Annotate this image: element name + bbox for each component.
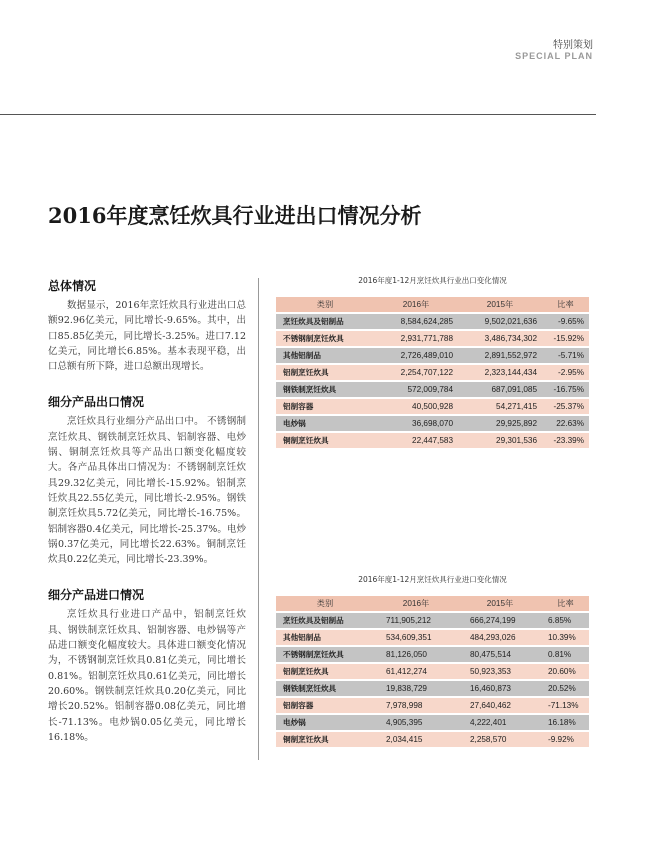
section-overall [48,278,246,374]
table-row [276,663,589,680]
article-title: 2016年度烹饪炊具行业进出口情况分析 [48,203,422,229]
import-table-block [276,574,589,747]
ratio-cell: 10.39% [542,629,589,646]
value-cell: 2,258,570 [458,731,542,747]
table-header-row [276,596,589,612]
category-cell: 铜制烹饪炊具 [276,731,374,747]
ratio-cell: 6.85% [542,612,589,629]
category-cell: 不锈钢制烹饪炊具 [276,646,374,663]
value-cell: 687,091,085 [458,381,542,398]
value-cell: 16,460,873 [458,680,542,697]
ratio-cell: -25.37% [542,398,589,415]
value-cell: 80,475,514 [458,646,542,663]
table-row [276,646,589,663]
value-cell: 2,034,415 [374,731,458,747]
import-table [276,596,589,747]
value-cell: 484,293,026 [458,629,542,646]
ratio-cell: 20.52% [542,680,589,697]
value-cell: 4,905,395 [374,714,458,731]
column-header: 比率 [542,297,589,313]
ratio-cell: 22.63% [542,415,589,432]
column-divider [258,278,259,760]
value-cell: 4,222,401 [458,714,542,731]
category-cell: 铝制烹饪炊具 [276,663,374,680]
category-cell: 铜制烹饪炊具 [276,432,374,448]
value-cell: 27,640,462 [458,697,542,714]
article-body [48,278,246,765]
ratio-cell: 0.81% [542,646,589,663]
value-cell: 2,726,489,010 [374,347,458,364]
section-export [48,394,246,567]
category-cell: 烹饪炊具及铝制品 [276,313,374,330]
ratio-cell: -15.92% [542,330,589,347]
category-cell: 钢铁制烹饪炊具 [276,680,374,697]
value-cell: 2,931,771,788 [374,330,458,347]
value-cell: 2,323,144,434 [458,364,542,381]
value-cell: 2,254,707,122 [374,364,458,381]
column-header: 2016年 [374,297,458,313]
section-paragraph: 烹饪炊具行业细分产品出口中。 不锈钢制烹饪炊具、钢铁制烹饪炊具、铝制容器、电炒锅、铜制烹饪炊具等产品出口额变化幅度较大。各产品具体出口情况为：不锈钢制烹饪炊具29.32亿美元，同比增长-15.92%。铝制烹饪炊具22.55亿美元，同比增长-2.95%。钢铁制烹饪炊具5.72亿美元，同比增长-16.75%。铝制容器0.4亿美元，同比增长-25.37%。电炒锅0.37亿美元，同比增长22.63%。铜制烹饪炊具0.22亿美元，同比增长-23.39%。 [48,416,246,566]
value-cell: 54,271,415 [458,398,542,415]
table-row [276,714,589,731]
export-table-block [276,275,589,448]
value-cell: 50,923,353 [458,663,542,680]
ratio-cell: -9.92% [542,731,589,747]
ratio-cell: -23.39% [542,432,589,448]
value-cell: 61,412,274 [374,663,458,680]
column-header: 2015年 [458,297,542,313]
column-header: 类别 [276,596,374,612]
value-cell: 81,126,050 [374,646,458,663]
table-row [276,680,589,697]
value-cell: 3,486,734,302 [458,330,542,347]
column-header: 2015年 [458,596,542,612]
table-caption: 2016年度1-12月烹饪炊具行业出口变化情况 [358,276,507,285]
header-divider [0,114,596,115]
category-cell: 电炒锅 [276,714,374,731]
table-header-row [276,297,589,313]
ratio-cell: -9.65% [542,313,589,330]
section-label: 特别策划 [553,40,593,51]
section-heading: 总体情况 [48,279,97,293]
category-cell: 烹饪炊具及铝制品 [276,612,374,629]
value-cell: 40,500,928 [374,398,458,415]
value-cell: 29,925,892 [458,415,542,432]
column-header: 2016年 [374,596,458,612]
category-cell: 铝制容器 [276,398,374,415]
value-cell: 19,838,729 [374,680,458,697]
category-cell: 其他铝制品 [276,347,374,364]
category-cell: 电炒锅 [276,415,374,432]
table-caption: 2016年度1-12月烹饪炊具行业进口变化情况 [358,575,507,584]
table-row [276,381,589,398]
value-cell: 666,274,199 [458,612,542,629]
table-row [276,432,589,448]
category-cell: 铝制烹饪炊具 [276,364,374,381]
value-cell: 29,301,536 [458,432,542,448]
section-heading: 细分产品出口情况 [48,395,145,410]
column-header: 类别 [276,297,374,313]
value-cell: 572,009,784 [374,381,458,398]
value-cell: 2,891,552,972 [458,347,542,364]
ratio-cell: 16.18% [542,714,589,731]
value-cell: 22,447,583 [374,432,458,448]
category-cell: 钢铁制烹饪炊具 [276,381,374,398]
value-cell: 534,609,351 [374,629,458,646]
section-heading: 细分产品进口情况 [48,588,145,603]
ratio-cell: 20.60% [542,663,589,680]
table-row [276,398,589,415]
ratio-cell: -16.75% [542,381,589,398]
table-row [276,629,589,646]
ratio-cell: -71.13% [542,697,589,714]
ratio-cell: -5.71% [542,347,589,364]
category-cell: 其他铝制品 [276,629,374,646]
column-header: 比率 [542,596,589,612]
section-label-en: SPECIAL PLAN [515,51,593,61]
section-paragraph: 烹饪炊具行业进口产品中，铝制烹饪炊具、钢铁制烹饪炊具、铝制容器、电炒锅等产品进口额变化幅度较大。具体进口额变化情况为，不锈钢制烹饪炊具0.81亿美元，同比增长0.81%。铝制烹饪炊具0.61亿美元，同比增长20.60%。钢铁制烹饪炊具0.20亿美元，同比增长20.52%。铝制容器0.08亿美元，同比增长-71.13%。电炒锅0.05亿美元，同比增长16.18%。 [48,609,246,743]
table-row [276,697,589,714]
value-cell: 9,502,021,636 [458,313,542,330]
table-row [276,330,589,347]
table-row [276,612,589,629]
table-row [276,313,589,330]
table-row [276,364,589,381]
table-row [276,347,589,364]
section-paragraph: 数据显示，2016年烹饪炊具行业进出口总额92.96亿美元，同比增长-9.65%。其中，出口85.85亿美元，同比增长-3.25%。进口7.12亿美元，同比增长6.85%。基本表现平稳，出口总额有所下降，进口总额出现增长。 [48,300,246,373]
section-import [48,587,246,745]
value-cell: 711,905,212 [374,612,458,629]
category-cell: 铝制容器 [276,697,374,714]
ratio-cell: -2.95% [542,364,589,381]
table-row [276,415,589,432]
table-row [276,731,589,747]
value-cell: 36,698,070 [374,415,458,432]
category-cell: 不锈钢制烹饪炊具 [276,330,374,347]
value-cell: 7,978,998 [374,697,458,714]
value-cell: 8,584,624,285 [374,313,458,330]
export-table [276,297,589,448]
